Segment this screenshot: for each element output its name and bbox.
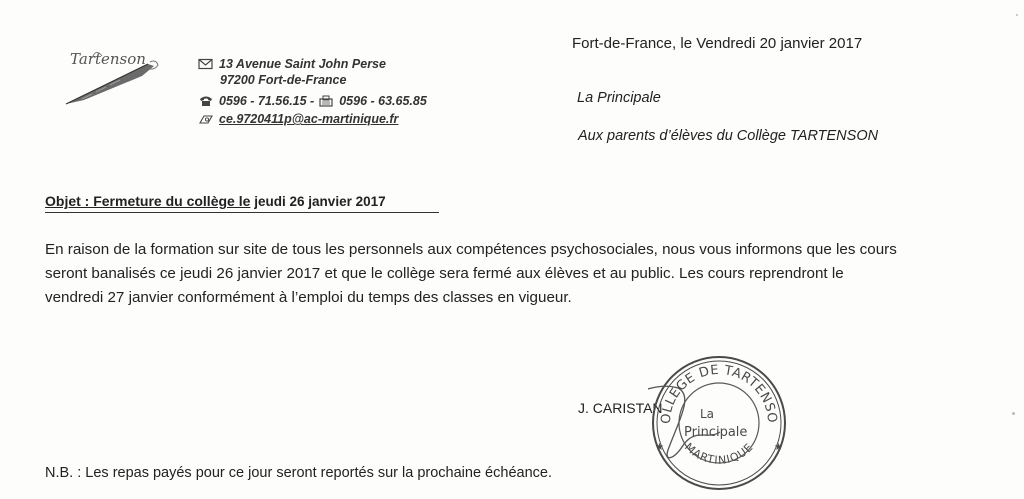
address-row-2: [198, 72, 427, 88]
recipients-line: Aux parents d’élèves du Collège TARTENSON: [578, 128, 879, 144]
address-line-2: 97200 Fort-de-France: [220, 73, 347, 87]
email-link[interactable]: ce.9720411p@ac-martinique.fr: [219, 112, 399, 126]
letter-body: [45, 238, 995, 310]
subject-line: [45, 193, 386, 209]
quill-logo-icon: [62, 42, 166, 108]
stamp-bottom-text: MARTINIQUE: [682, 440, 756, 467]
official-seal-icon: [648, 352, 790, 494]
phone-number: 0596 - 71.56.15 -: [219, 94, 315, 108]
svg-text:MARTINIQUE: [682, 440, 756, 467]
scan-speck: [1016, 14, 1018, 16]
fax-icon: [318, 95, 334, 107]
stamp-center-line-2: Principale: [684, 425, 748, 440]
subject-underline: [45, 212, 439, 213]
svg-text:★: ★: [655, 442, 664, 453]
email-row: [198, 111, 427, 127]
address-row: [198, 56, 427, 72]
signer-name: J. CARISTAN: [578, 400, 663, 416]
phone-row: [198, 93, 427, 109]
sender-title: La Principale: [577, 90, 661, 106]
school-logo: [62, 42, 166, 108]
subject-date: jeudi 26 janvier 2017: [254, 194, 386, 209]
subject-label: Objet : Fermeture du collège le: [45, 193, 251, 209]
envelope-icon: [198, 58, 214, 70]
stamp-top-text: OLLEGE DE TARTENSO: [658, 362, 780, 425]
fax-number: 0596 - 63.65.85: [339, 94, 427, 108]
letterhead-contact: [198, 56, 427, 127]
school-stamp: [648, 352, 790, 494]
svg-text:★: ★: [774, 442, 783, 453]
footnote-nb: N.B. : Les repas payés pour ce jour seront reportés sur la prochaine échéance.: [45, 465, 552, 481]
date-line: Fort-de-France, le Vendredi 20 janvier 2017: [572, 35, 863, 52]
body-line-1: En raison de la formation sur site de tous les personnels aux compétences psychosociales, nous vous informons que les cours: [45, 241, 897, 258]
body-line-2: seront banalisés ce jeudi 26 janvier 2017 et que le collège sera fermé aux élèves et au public. Les cours reprendront le: [45, 265, 844, 282]
email-icon: [198, 113, 214, 125]
address-line-1: 13 Avenue Saint John Perse: [219, 57, 386, 71]
svg-text:Tartenson: Tartenson: [70, 50, 146, 68]
body-line-3: vendredi 27 janvier conformément à l’emploi du temps des classes en vigueur.: [45, 289, 572, 306]
phone-icon: [198, 95, 214, 107]
stamp-center-line-1: La: [700, 407, 715, 421]
scan-speck: [1012, 412, 1015, 415]
